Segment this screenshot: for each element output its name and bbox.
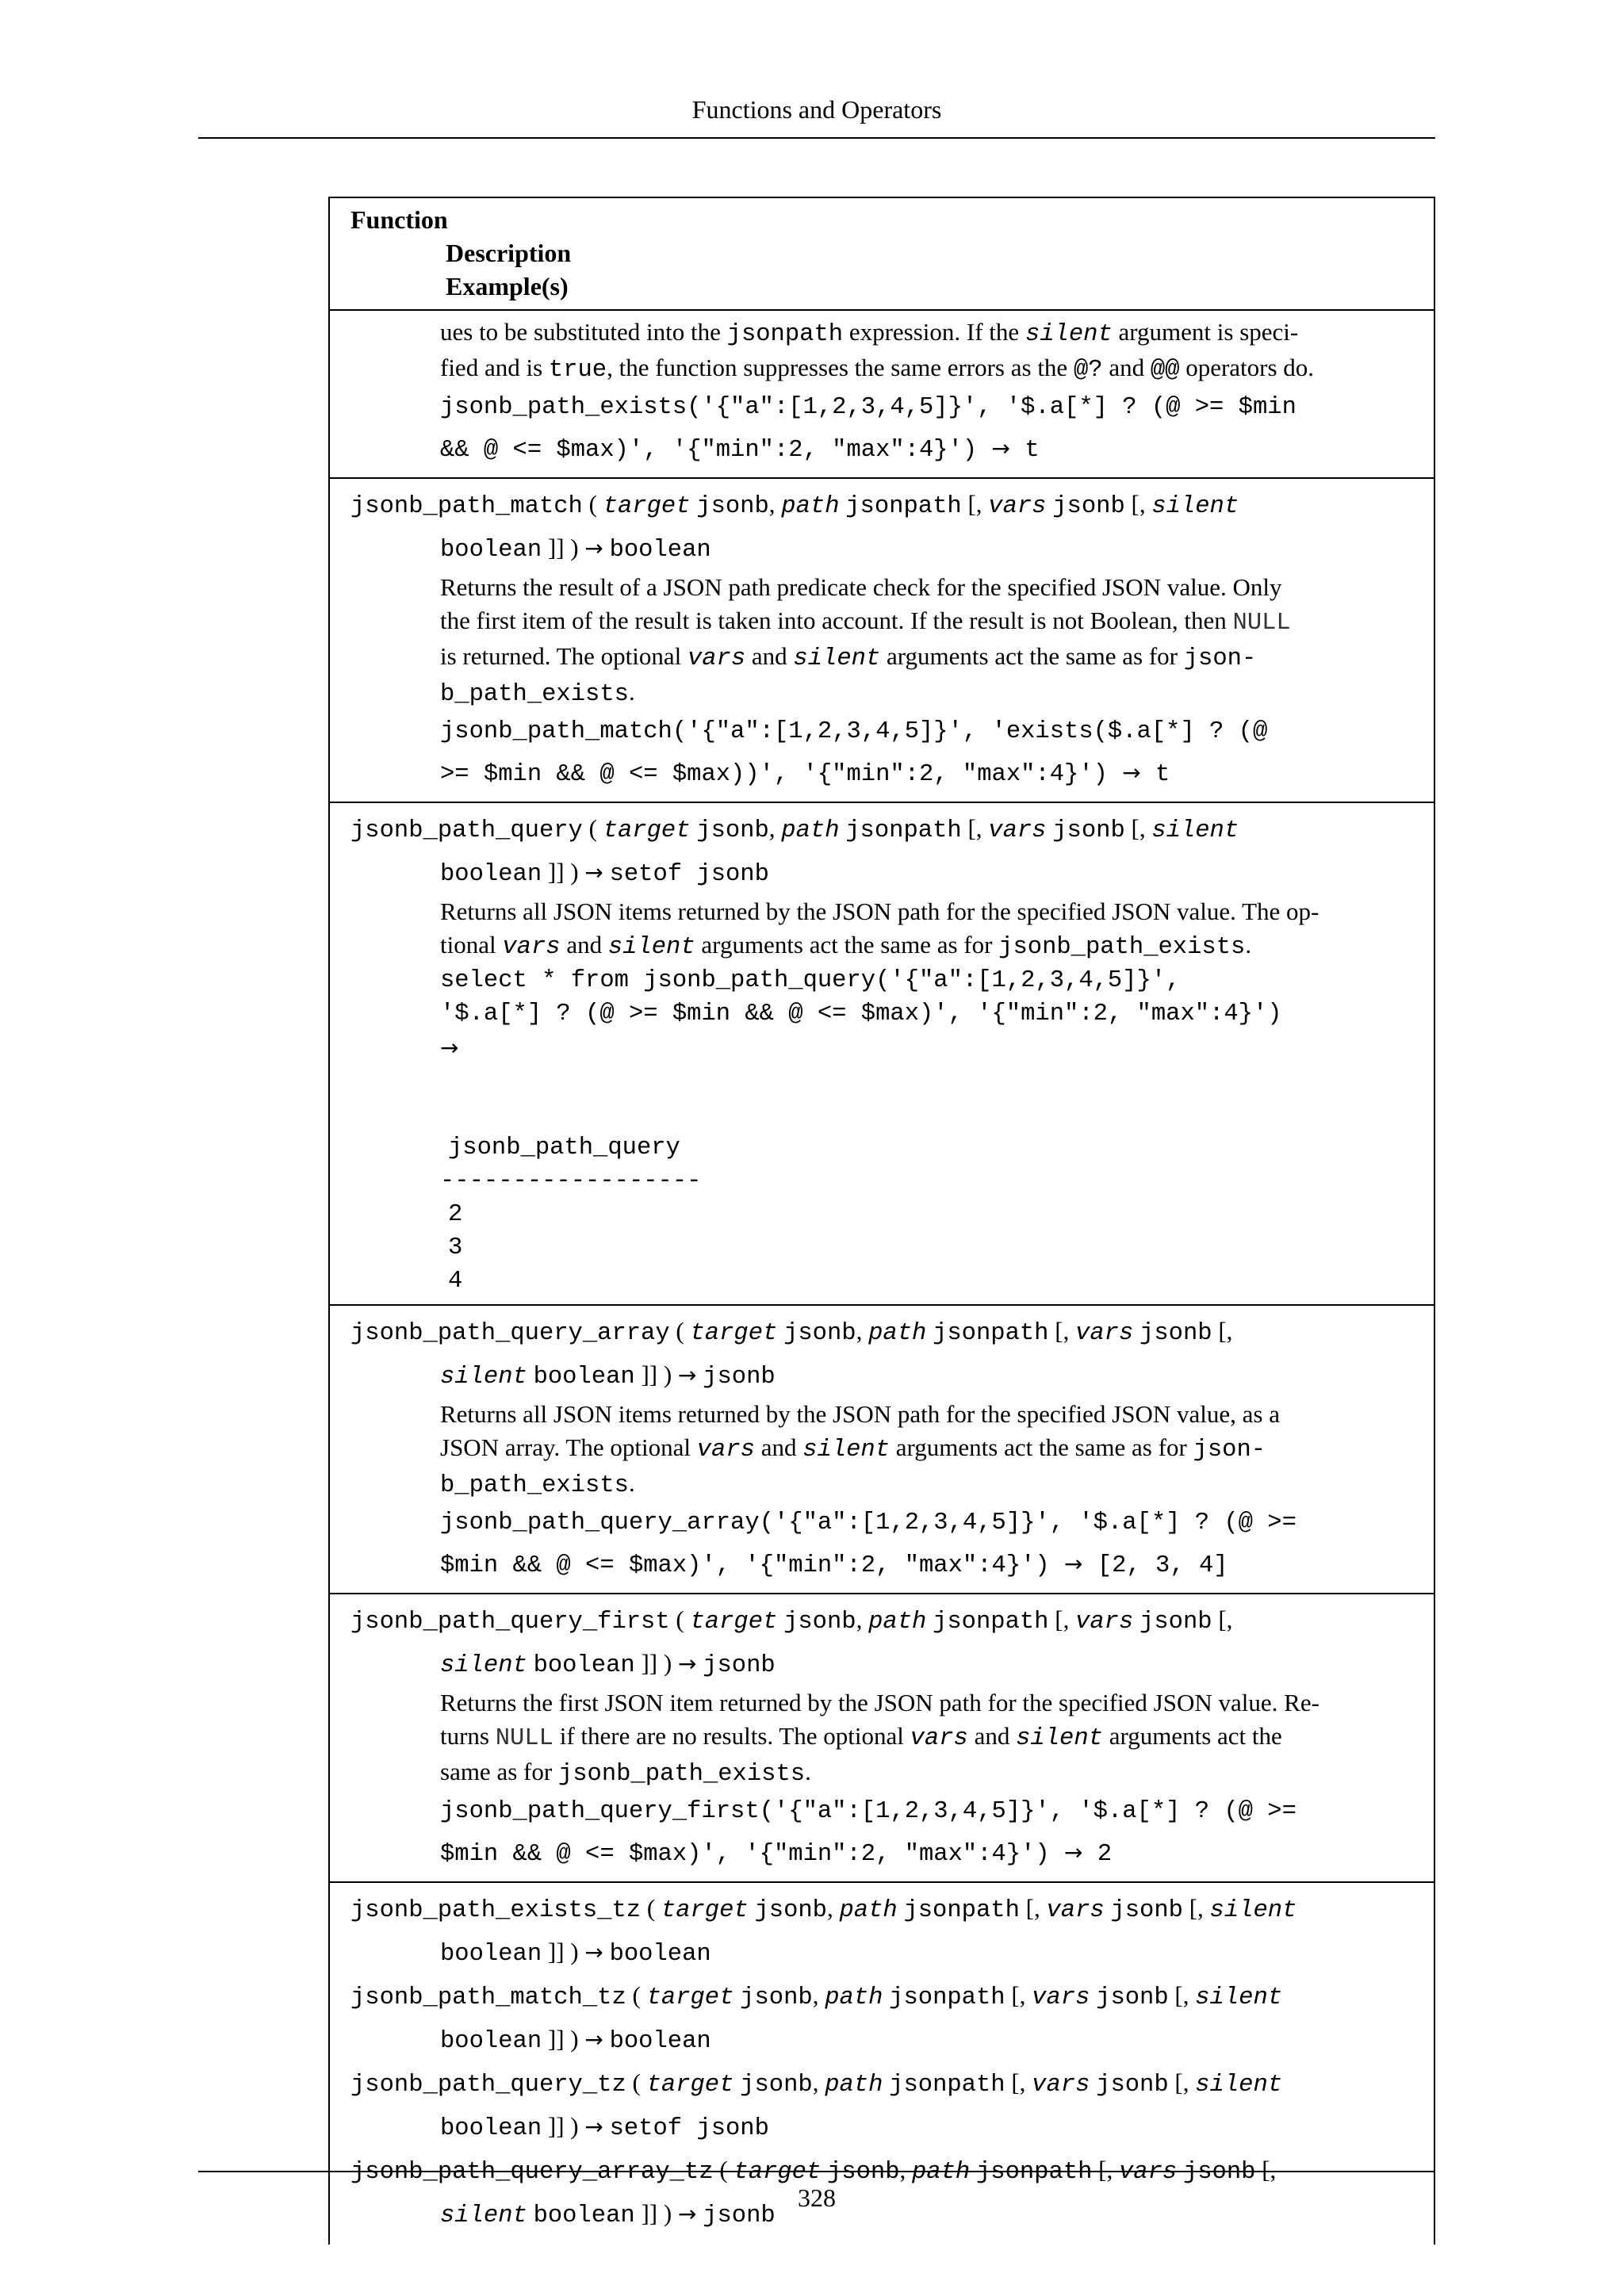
description-line: Returns all JSON items returned by the JSON path for the specified JSON value, as a bbox=[440, 1400, 1280, 1428]
function-signature: jsonb_path_query_array_tz ( target jsonb, path jsonpath [, vars jsonb [, bbox=[350, 2156, 1277, 2186]
header-examples: Example(s) bbox=[446, 272, 569, 300]
output-rule: ------------------ bbox=[440, 1168, 702, 1195]
description-line: turns NULL if there are no results. The optional vars and silent arguments act the bbox=[440, 1722, 1282, 1752]
description-line: Returns all JSON items returned by the JSON path for the specified JSON value. The op- bbox=[440, 897, 1320, 925]
example-line: >= $min && @ <= $max))', '{"min":2, "max":4}') → t bbox=[440, 760, 1170, 788]
arrow: → bbox=[440, 1035, 459, 1061]
description-line: Returns the first JSON item returned by the JSON path for the specified JSON value. Re- bbox=[440, 1689, 1320, 1716]
function-signature-cont: boolean ]] ) → setof jsonb bbox=[440, 2112, 769, 2142]
description-line: Returns the result of a JSON path predicate check for the specified JSON value. Only bbox=[440, 573, 1282, 601]
table-row-jsonb-path-match bbox=[330, 479, 1434, 803]
function-signature-cont: boolean ]] ) → boolean bbox=[440, 534, 711, 564]
description-line: ues to be substituted into the jsonpath expression. If the silent argument is speci- bbox=[440, 318, 1299, 348]
table-row-jsonb-path-query bbox=[330, 803, 1434, 1306]
function-signature-cont: boolean ]] ) → setof jsonb bbox=[440, 858, 769, 888]
example-line: $min && @ <= $max)', '{"min":2, "max":4}') → 2 bbox=[440, 1839, 1113, 1868]
function-signature-cont: boolean ]] ) → boolean bbox=[440, 1938, 711, 1968]
description-line: b_path_exists. bbox=[440, 1469, 635, 1499]
example-line: select * from jsonb_path_query('{"a":[1,2,3,4,5]}', bbox=[440, 967, 1181, 994]
example-line: '$.a[*] ? (@ >= $min && @ <= $max)', '{"min":2, "max":4}') bbox=[440, 1001, 1282, 1027]
function-signature: jsonb_path_match_tz ( target jsonb, path jsonpath [, vars jsonb [, silent bbox=[350, 1981, 1283, 2011]
spacer bbox=[350, 1065, 1427, 1131]
description-line: fied and is true, the function suppresses the same errors as the @? and @@ operators do. bbox=[440, 354, 1315, 384]
output-header: jsonb_path_query bbox=[448, 1135, 680, 1161]
header-description: Description bbox=[446, 239, 572, 267]
function-signature: jsonb_path_query ( target jsonb, path jsonpath [, vars jsonb [, silent bbox=[350, 814, 1239, 844]
table-row-jsonb-path-query-first bbox=[330, 1594, 1434, 1883]
table-row-exists-continued bbox=[330, 311, 1434, 479]
function-signature: jsonb_path_query_tz ( target jsonb, path jsonpath [, vars jsonb [, silent bbox=[350, 2068, 1283, 2099]
description-line: JSON array. The optional vars and silent arguments act the same as for json- bbox=[440, 1433, 1266, 1464]
example-line: && @ <= $max)', '{"min":2, "max":4}') → t bbox=[440, 435, 1040, 464]
function-signature-cont: silent boolean ]] ) → jsonb bbox=[440, 1649, 776, 1679]
example-line: jsonb_path_query_first('{"a":[1,2,3,4,5]}', '$.a[*] ? (@ >= bbox=[440, 1798, 1297, 1825]
table-header-row bbox=[330, 198, 1434, 311]
page-number: 328 bbox=[798, 2183, 836, 2212]
functions-table bbox=[328, 197, 1435, 2244]
function-signature-cont: boolean ]] ) → boolean bbox=[440, 2025, 711, 2055]
description-line: b_path_exists. bbox=[440, 678, 635, 708]
header-function: Function bbox=[350, 205, 448, 234]
footer-rule bbox=[198, 2171, 1435, 2172]
description-line: same as for jsonb_path_exists. bbox=[440, 1758, 811, 1788]
output-value: 3 bbox=[448, 1234, 463, 1261]
description-line: the first item of the result is taken into account. If the result is not Boolean, then NULL bbox=[440, 607, 1291, 637]
output-value: 4 bbox=[448, 1268, 463, 1295]
example-line: jsonb_path_match('{"a":[1,2,3,4,5]}', 'exists($.a[*] ? (@ bbox=[440, 718, 1268, 745]
function-signature-cont: silent boolean ]] ) → jsonb bbox=[440, 1360, 776, 1391]
function-signature: jsonb_path_match ( target jsonb, path jsonpath [, vars jsonb [, silent bbox=[350, 490, 1239, 520]
example-line: jsonb_path_exists('{"a":[1,2,3,4,5]}', '$.a[*] ? (@ >= $min bbox=[440, 394, 1297, 421]
description-line: tional vars and silent arguments act the same as for jsonb_path_exists. bbox=[440, 931, 1252, 961]
header-rule bbox=[198, 137, 1435, 139]
example-line: jsonb_path_query_array('{"a":[1,2,3,4,5]}', '$.a[*] ? (@ >= bbox=[440, 1510, 1297, 1536]
function-signature: jsonb_path_query_array ( target jsonb, path jsonpath [, vars jsonb [, bbox=[350, 1317, 1233, 1347]
description-line: is returned. The optional vars and silent arguments act the same as for json- bbox=[440, 642, 1257, 672]
function-signature: jsonb_path_exists_tz ( target jsonb, path jsonpath [, vars jsonb [, silent bbox=[350, 1894, 1297, 1924]
function-signature-cont: silent boolean ]] ) → jsonb bbox=[440, 2199, 776, 2229]
output-value: 2 bbox=[448, 1201, 463, 1228]
function-signature: jsonb_path_query_first ( target jsonb, path jsonpath [, vars jsonb [, bbox=[350, 1605, 1233, 1636]
example-line: $min && @ <= $max)', '{"min":2, "max":4}') → [2, 3, 4] bbox=[440, 1551, 1228, 1579]
table-row-jsonb-path-query-array bbox=[330, 1306, 1434, 1594]
running-header: Functions and Operators bbox=[691, 95, 942, 124]
